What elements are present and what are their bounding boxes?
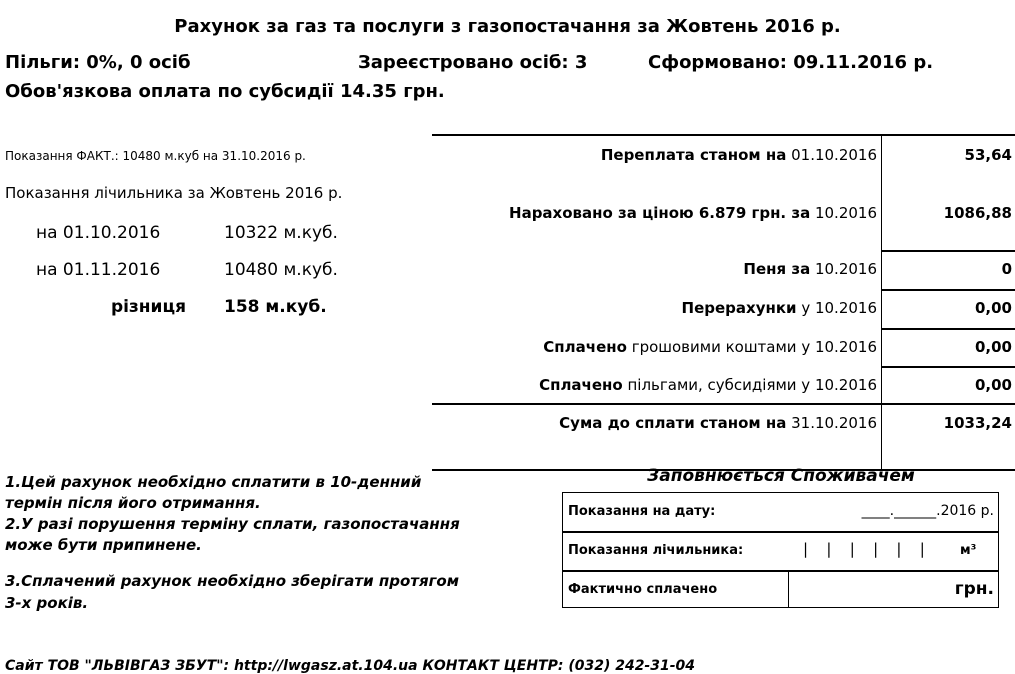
fact-reading: Показання ФАКТ.: 10480 м.куб на 31.10.2016 р.: [5, 149, 306, 163]
note-line: 3.Сплачений рахунок необхідно зберігати протягом: [5, 572, 459, 590]
form-paid-unit[interactable]: грн.: [954, 579, 994, 599]
table-row-label: Сплачено пільгами, субсидіями у 10.2016: [539, 376, 877, 394]
table-row-value: 0: [1001, 260, 1012, 278]
note-line: 3-х років.: [5, 594, 89, 612]
meter-start-date: на 01.10.2016: [36, 223, 161, 243]
note-line: термін після його отримання.: [5, 494, 261, 512]
table-total-line: [432, 403, 1015, 405]
table-row-value: 1086,88: [943, 204, 1012, 222]
table-row-value: 53,64: [964, 146, 1012, 164]
meter-diff-value: 158 м.куб.: [224, 297, 327, 317]
table-value-line: [881, 328, 1015, 330]
table-row-value: 0,00: [974, 299, 1012, 317]
table-row-label: Перерахунки у 10.2016: [681, 299, 877, 317]
form-paid-divider: [788, 571, 789, 607]
form-date-row[interactable]: [563, 493, 998, 531]
table-value-line: [881, 366, 1015, 368]
table-row-value: 0,00: [974, 376, 1012, 394]
table-value-line: [881, 289, 1015, 291]
note-line: може бути припинене.: [5, 536, 202, 554]
table-row-value: 0,00: [974, 338, 1012, 356]
table-total-value: 1033,24: [943, 414, 1012, 432]
formed-date: Сформовано: 09.11.2016 р.: [648, 52, 934, 73]
table-row-label: Пеня за 10.2016: [743, 260, 877, 278]
footer-contacts: Сайт ТОВ "ЛЬВІВГАЗ ЗБУТ": http://lwgasz.at.104.ua КОНТАКТ ЦЕНТР: (032) 242-31-04: [5, 658, 696, 674]
form-paid-row[interactable]: [563, 571, 998, 609]
meter-end-value: 10480 м.куб.: [224, 260, 338, 280]
meter-end-date: на 01.11.2016: [36, 260, 161, 280]
bill-title: Рахунок за газ та послуги з газопостачання за Жовтень 2016 р.: [174, 16, 841, 37]
consumer-form: [562, 492, 999, 608]
form-meter-row[interactable]: [563, 532, 998, 570]
subsidy-payment: Обов'язкова оплата по субсидії 14.35 грн.: [5, 81, 445, 102]
note-line: 1.Цей рахунок необхідно сплатити в 10-денний: [5, 473, 422, 491]
form-paid-label: Фактично сплачено: [568, 582, 718, 597]
registered-persons: Зареєстровано осіб: 3: [358, 52, 588, 73]
form-date-field[interactable]: ____.______.2016 р.: [861, 503, 994, 519]
form-meter-unit: м³: [960, 543, 977, 558]
note-line: 2.У разі порушення терміну сплати, газопостачання: [5, 515, 460, 533]
table-total-label: Сума до сплати станом на 31.10.2016: [559, 414, 877, 432]
form-meter-digit-boxes[interactable]: | | | | | |: [803, 540, 926, 558]
table-top-line: [432, 134, 1015, 136]
meter-start-value: 10322 м.куб.: [224, 223, 338, 243]
meter-caption: Показання лічильника за Жовтень 2016 р.: [5, 184, 343, 202]
table-row-label: Сплачено грошовими коштами у 10.2016: [543, 338, 877, 356]
consumer-form-title: Заповнюється Споживачем: [647, 466, 915, 486]
form-meter-label: Показання лічильника:: [568, 543, 744, 558]
meter-diff-label: різниця: [110, 297, 186, 317]
table-row-label: Нараховано за ціною 6.879 грн. за 10.2016: [509, 204, 877, 222]
benefits-info: Пільги: 0%, 0 осіб: [5, 52, 191, 73]
table-value-line: [881, 250, 1015, 252]
table-row-label: Переплата станом на 01.10.2016: [600, 146, 877, 164]
form-date-label: Показання на дату:: [568, 504, 716, 519]
